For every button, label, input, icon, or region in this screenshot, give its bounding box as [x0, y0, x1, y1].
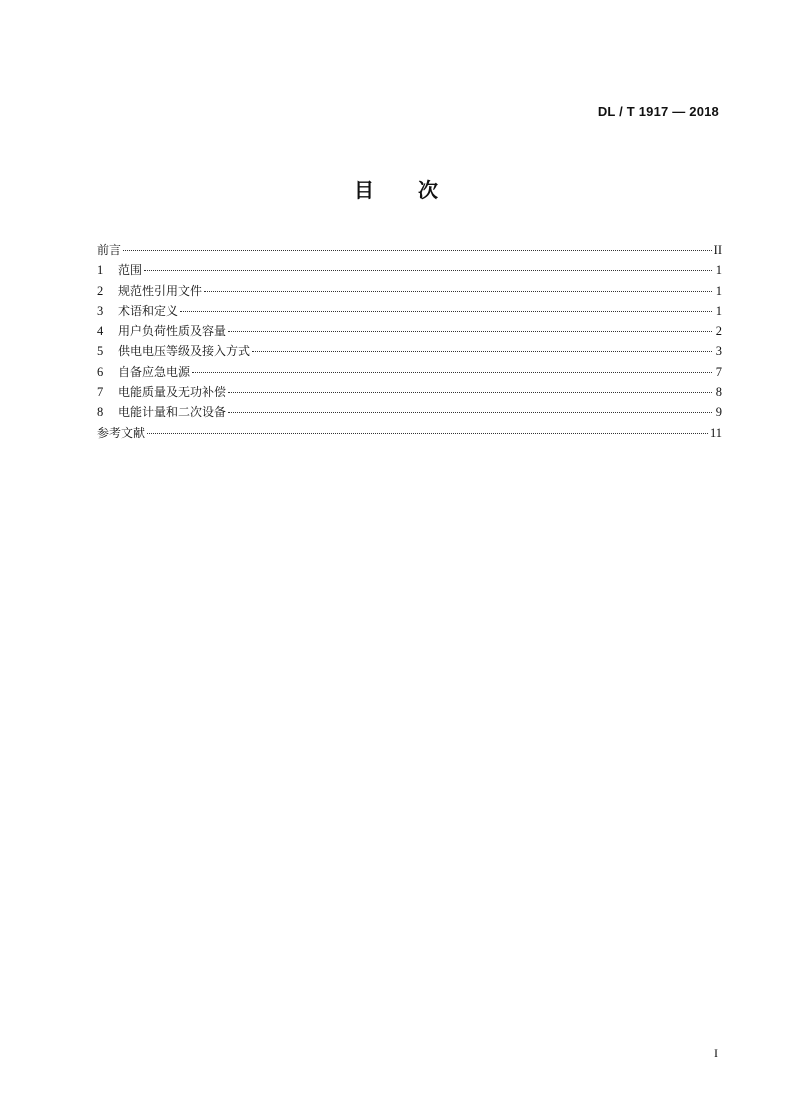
dot-leader	[180, 311, 712, 312]
toc-title	[0, 174, 792, 203]
dot-leader	[192, 372, 712, 373]
toc-entry-number: 8	[97, 405, 104, 420]
toc-entry-page: II	[713, 243, 722, 257]
toc-entry-number: 6	[97, 364, 104, 379]
toc-entry-page: 3	[715, 344, 722, 359]
toc-entry-preface[interactable]	[97, 240, 722, 260]
toc-entry-title: 电能计量和二次设备	[118, 405, 227, 420]
dot-leader	[252, 351, 712, 352]
toc-entry-number: 2	[97, 283, 104, 298]
toc-entry-page: 1	[715, 303, 722, 318]
toc-entry-title: 规范性引用文件	[118, 283, 203, 298]
toc-entry-4[interactable]	[97, 321, 722, 341]
toc-entry-3[interactable]	[97, 301, 722, 321]
toc-entry-1[interactable]	[97, 260, 722, 280]
toc-entry-title: 术语和定义	[118, 303, 179, 318]
toc-entry-title: 电能质量及无功补偿	[118, 385, 227, 400]
toc-entry-page: 9	[715, 405, 722, 420]
toc-entry-title: 前言	[97, 243, 122, 257]
dot-leader	[228, 331, 712, 332]
toc-title-char: 次	[418, 178, 438, 202]
toc-entry-number: 4	[97, 324, 104, 339]
toc-entry-8[interactable]	[97, 402, 722, 422]
dot-leader	[144, 270, 712, 271]
table-of-contents	[97, 240, 722, 443]
dot-leader	[147, 433, 708, 434]
toc-entry-2[interactable]	[97, 281, 722, 301]
toc-entry-page: 8	[715, 385, 722, 400]
dot-leader	[228, 392, 712, 393]
toc-entry-number: 5	[97, 344, 104, 359]
toc-entry-number: 1	[97, 263, 104, 278]
toc-title-char: 目	[354, 178, 374, 202]
page-number: I	[714, 1046, 718, 1060]
toc-entry-title: 供电电压等级及接入方式	[118, 344, 251, 359]
toc-entry-references[interactable]	[97, 423, 722, 443]
toc-entry-5[interactable]	[97, 341, 722, 361]
toc-entry-title: 自备应急电源	[118, 364, 191, 379]
standard-code: DL / T 1917 — 2018	[597, 104, 719, 119]
dot-leader	[228, 412, 712, 413]
toc-entry-6[interactable]	[97, 362, 722, 382]
toc-entry-page: 11	[709, 425, 722, 440]
toc-entry-page: 2	[715, 324, 722, 339]
toc-entry-number: 3	[97, 303, 104, 318]
toc-entry-7[interactable]	[97, 382, 722, 402]
toc-entry-page: 1	[715, 263, 722, 278]
dot-leader	[204, 291, 712, 292]
toc-entry-title: 参考文献	[97, 425, 146, 440]
toc-entry-page: 1	[715, 283, 722, 298]
toc-entry-page: 7	[715, 364, 722, 379]
toc-entry-title: 用户负荷性质及容量	[118, 324, 227, 339]
toc-entry-title: 范围	[118, 263, 143, 278]
dot-leader	[123, 250, 712, 251]
toc-entry-number: 7	[97, 385, 104, 400]
